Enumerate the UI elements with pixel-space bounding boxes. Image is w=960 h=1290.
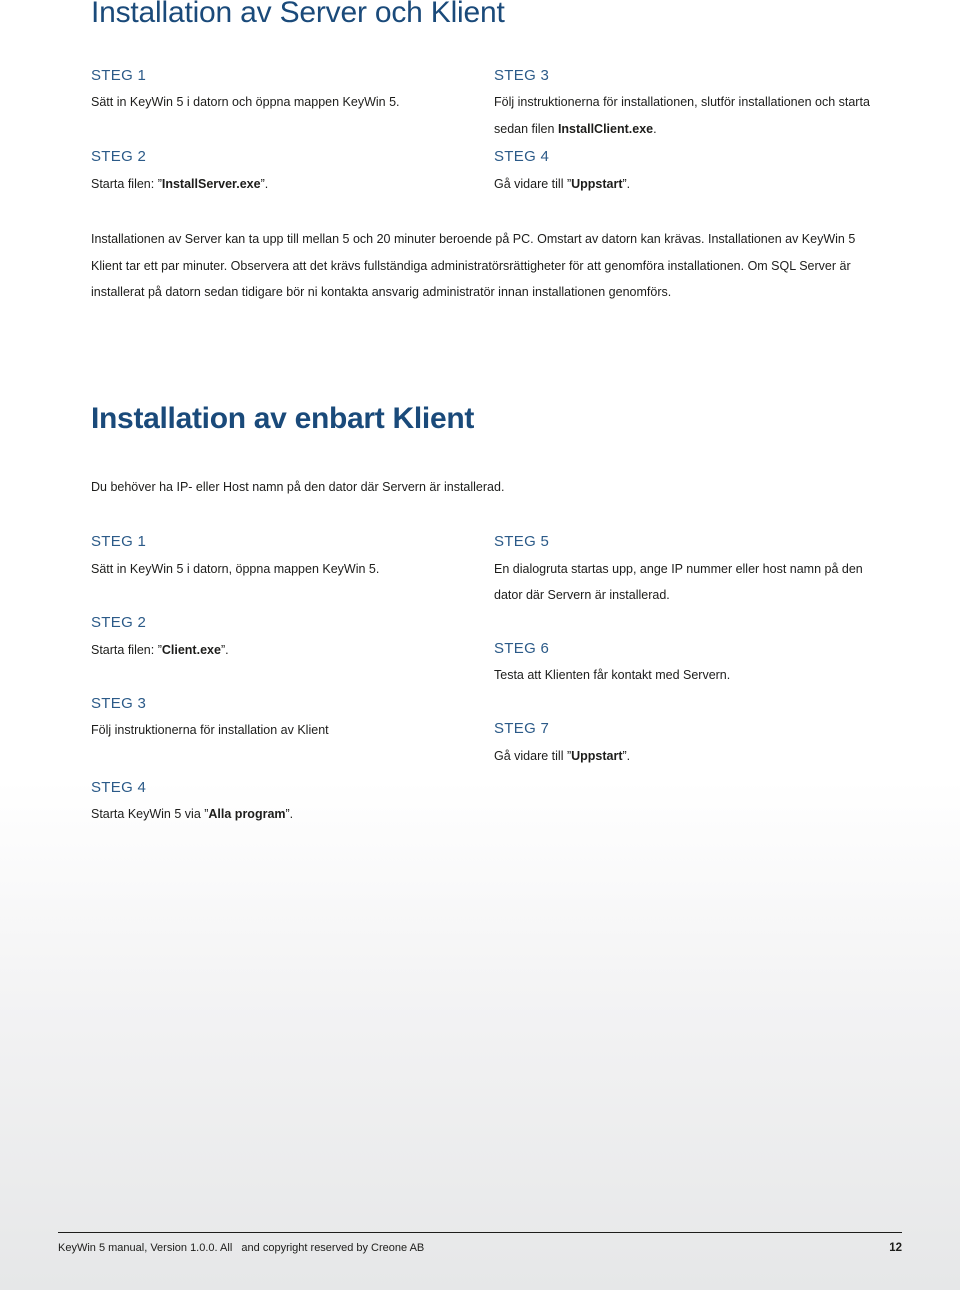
step-text: Följ instruktionerna för installationen, slutför installationen och starta xyxy=(494,95,870,109)
step-label: STEG 2 xyxy=(91,148,147,165)
step-label: STEG 4 xyxy=(494,148,550,165)
step-label: STEG 3 xyxy=(494,67,550,84)
page-title: Installation av Server och Klient xyxy=(91,0,505,29)
step-label: STEG 1 xyxy=(91,67,147,84)
step-label: STEG 3 xyxy=(91,695,147,712)
step-text: En dialogruta startas upp, ange IP nummer eller host namn på den xyxy=(494,562,863,576)
step-text: sedan filen InstallClient.exe. xyxy=(494,122,657,136)
info-paragraph: Installationen av Server kan ta upp till mellan 5 och 20 minuter beroende på PC. Omstart av datorn kan krävas. Installationen av KeyWin 5 Klient tar ett par minuter. Observera att det krävs fullständiga administratörsrättigheter för att genomföra installationen. Om SQL Server är installerat på datorn sedan tidigare bör ni kontakta ansvarig administratör innan installationen genomförs. xyxy=(91,232,856,299)
step-label: STEG 7 xyxy=(494,720,550,737)
step-text: dator där Servern är installerad. xyxy=(494,588,670,602)
step-label: STEG 4 xyxy=(91,779,147,796)
step-text: Starta filen: ”Client.exe”. xyxy=(91,643,229,657)
step-label: STEG 6 xyxy=(494,640,550,657)
step-text: Starta filen: ”InstallServer.exe”. xyxy=(91,177,269,191)
step-label: STEG 1 xyxy=(91,533,147,550)
step-text: Sätt in KeyWin 5 i datorn och öppna mappen KeyWin 5. xyxy=(91,95,400,109)
intro-text: Du behöver ha IP- eller Host namn på den dator där Servern är installerad. xyxy=(91,480,505,494)
step-label: STEG 2 xyxy=(91,614,147,631)
step-text: Starta KeyWin 5 via ”Alla program”. xyxy=(91,807,294,821)
page-number: 12 xyxy=(889,1242,902,1254)
step-text: Gå vidare till ”Uppstart”. xyxy=(494,177,631,191)
step-text: Testa att Klienten får kontakt med Servern. xyxy=(494,668,731,682)
step-text: Gå vidare till ”Uppstart”. xyxy=(494,749,631,763)
footer-divider xyxy=(58,1232,902,1233)
step-label: STEG 5 xyxy=(494,533,550,550)
section-title: Installation av enbart Klient xyxy=(91,402,475,435)
step-text: Följ instruktionerna för installation av Klient xyxy=(91,723,329,737)
footer-text: KeyWin 5 manual, Version 1.0.0. All and copyright reserved by Creone AB xyxy=(58,1242,425,1254)
step-text: Sätt in KeyWin 5 i datorn, öppna mappen KeyWin 5. xyxy=(91,562,380,576)
